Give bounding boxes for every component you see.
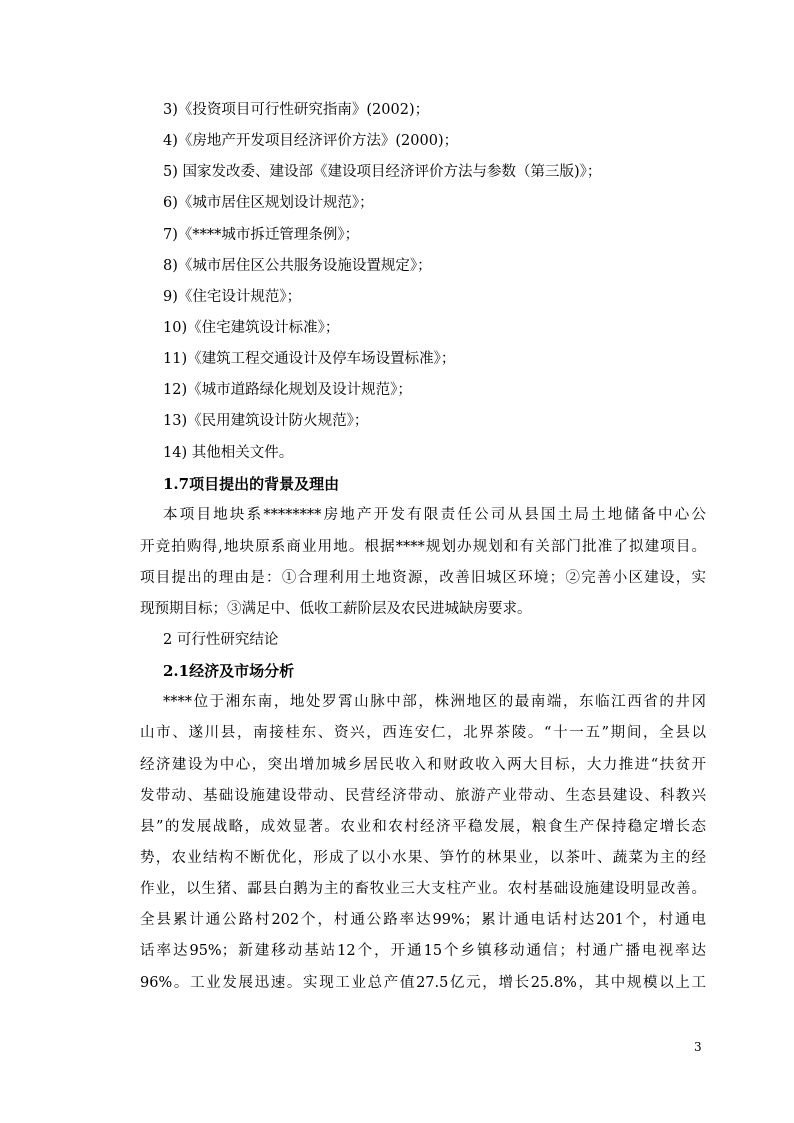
- paragraph-line: 发带动、基础设施建设带动、民营经济带动、旅游产业带动、生态县建设、科教兴: [140, 788, 706, 804]
- paragraph-line: 经济建设为中心，突出增加城乡居民收入和财政收入两大目标，大力推进“扶贫开: [140, 757, 706, 773]
- reference-item: 6)《城市居住区规划设计规范》；: [163, 195, 374, 211]
- page-number: 3: [694, 1040, 702, 1054]
- reference-item: 5) 国家发改委、建设部《建设项目经济评价方法与参数（第三版)》；: [163, 164, 602, 180]
- reference-item: 10)《住宅建筑设计标准》；: [163, 320, 340, 336]
- reference-item: 8)《城市居住区公共服务设施设置规定》；: [163, 258, 432, 274]
- reference-item: 9)《住宅设计规范》；: [163, 289, 302, 305]
- reference-item: 3)《投资项目可行性研究指南》(2002)；: [163, 102, 430, 118]
- reference-item: 4)《房地产开发项目经济评价方法》(2000)；: [163, 133, 459, 149]
- paragraph-line: ****位于湘东南，地处罗霄山脉中部，株洲地区的最南端，东临江西省的井冈: [163, 694, 706, 710]
- reference-item: 13)《民用建筑设计防火规范》；: [163, 413, 369, 429]
- paragraph-line: 项目提出的理由是：①合理利用土地资源，改善旧城区环境；②完善小区建设，实: [140, 570, 706, 586]
- paragraph-line: 作业，以生猪、酃县白鹅为主的畜牧业三大支柱产业。农村基础设施建设明显改善。: [140, 881, 706, 897]
- paragraph-line: 县”的发展战略，成效显著。农业和农村经济平稳发展，粮食生产保持稳定增长态: [140, 819, 706, 835]
- paragraph-line: 96%。工业发展迅速。实现工业总产值27.5亿元，增长25.8%，其中规模以上工: [140, 975, 706, 991]
- section-heading-1-7: 1.7项目提出的背景及理由: [163, 475, 340, 493]
- paragraph-line: 势，农业结构不断优化，形成了以小水果、笋竹的林果业，以茶叶、蔬菜为主的经: [140, 850, 706, 866]
- paragraph-line: 话率达95%；新建移动基站12个，开通15个乡镇移动通信；村通广播电视率达: [140, 943, 706, 959]
- paragraph-line: 现预期目标；③满足中、低收工薪阶层及农民进城缺房要求。: [140, 601, 532, 617]
- section-heading-2-1: 2.1经济及市场分析: [163, 662, 295, 680]
- reference-item: 11)《建筑工程交通设计及停车场设置标准》；: [163, 351, 456, 367]
- reference-item: 14) 其他相关文件。: [163, 445, 294, 461]
- section-heading-2: 2 可行性研究结论: [163, 632, 279, 648]
- reference-item: 12)《城市道路绿化规划及设计规范》；: [163, 382, 412, 398]
- reference-item: 7)《****城市拆迁管理条例》；: [163, 227, 360, 243]
- paragraph-line: 全县累计通公路村202个，村通公路率达99%；累计通电话村达201个，村通电: [140, 912, 706, 928]
- paragraph-line: 本项目地块系********房地产开发有限责任公司从县国土局土地储备中心公: [163, 507, 706, 523]
- paragraph-line: 开竞拍购得,地块原系商业用地。根据****规划办规划和有关部门批准了拟建项目。: [140, 539, 706, 555]
- paragraph-line: 山市、遂川县，南接桂东、资兴，西连安仁，北界茶陵。“十一五”期间，全县以: [140, 725, 706, 741]
